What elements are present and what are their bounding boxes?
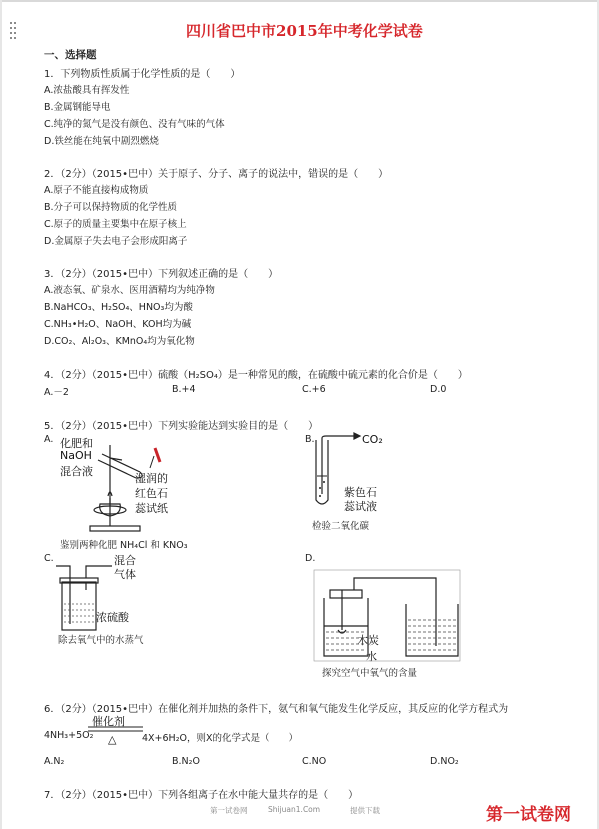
figure-b-letter: B. — [305, 434, 315, 445]
question-6-option-d: D.NO₂ — [430, 756, 459, 767]
footer-left: 第一试卷网 — [210, 806, 248, 815]
question-1-option-b: B.金属钢能导电 — [44, 102, 111, 113]
question-4-option-d: D.0 — [430, 384, 447, 395]
figure-c-label: 气体 — [114, 568, 136, 581]
question-2-option-a: A.原子不能直接构成物质 — [44, 185, 149, 196]
page-left-border — [0, 0, 2, 829]
figure-d-caption: 探究空气中氧气的含量 — [322, 668, 418, 679]
figure-a-label: NaOH — [60, 449, 92, 462]
site-logo[interactable]: 第一试卷网 — [486, 805, 571, 825]
question-6-option-a: A.N₂ — [44, 756, 65, 767]
figure-b-caption: 检验二氧化碳 — [312, 521, 370, 532]
question-3-option-b: B.NaHCO₃、H₂SO₄、HNO₃均为酸 — [44, 302, 193, 313]
figure-b-test-tube-icon — [308, 430, 368, 510]
question-2-option-c: C.原子的质量主要集中在原子核上 — [44, 219, 187, 230]
question-2-option-b: B.分子可以保持物质的化学性质 — [44, 202, 178, 213]
equation-right: 4X+6H₂O，则X的化学式是（ ） — [142, 733, 298, 744]
equation-catalyst: 催化剂 — [92, 715, 125, 728]
figure-c-label: 浓硫酸 — [96, 611, 129, 624]
figure-a-label: 湿润的 — [135, 472, 168, 485]
page-top-border — [0, 0, 599, 2]
figure-d-letter: D. — [305, 553, 316, 564]
figure-c-label: 混合 — [114, 554, 136, 567]
figure-d-label: 水 — [366, 650, 377, 663]
figure-d-apparatus-icon — [312, 568, 462, 663]
question-4-option-b: B.+4 — [172, 384, 196, 395]
question-4-option-a: A.－2 — [44, 387, 69, 398]
question-6-stem: 6．（2分）（2015•巴中）在催化剂并加热的条件下，氨气和氧气能发生化学反应，其反应的化学方程式为 — [44, 704, 509, 715]
question-6-option-b: B.N₂O — [172, 756, 200, 767]
figure-a-label: 红色石 — [135, 487, 168, 500]
figure-a-apparatus-icon — [80, 440, 170, 535]
question-3-option-a: A.液态氧、矿泉水、医用酒精均为纯净物 — [44, 285, 215, 296]
figure-a-label: 混合液 — [60, 465, 93, 478]
footer-mid: Shijuan1.Com — [268, 805, 321, 814]
figure-a-label: 蕊试纸 — [135, 502, 168, 515]
figure-d-label: 木炭 — [357, 634, 379, 647]
equation-left: 4NH₃+5O₂ — [44, 730, 94, 741]
figure-b-label: CO₂ — [362, 433, 383, 446]
figure-a-label: 化肥和 — [60, 437, 93, 450]
figure-c-letter: C. — [44, 553, 54, 564]
footer-right: 提供下载 — [350, 806, 380, 815]
figure-c-caption: 除去氧气中的水蒸气 — [58, 635, 144, 646]
question-3-stem: 3．（2分）（2015•巴中）下列叙述正确的是（ ） — [44, 269, 279, 280]
question-3-option-c: C.NH₃•H₂O、NaOH、KOH均为碱 — [44, 319, 192, 330]
section-heading: 一、选择题 — [44, 49, 97, 61]
question-2-option-d: D.金属原子失去电子会形成阳离子 — [44, 236, 188, 247]
equation-heat: △ — [108, 733, 117, 746]
question-2-stem: 2．（2分）（2015•巴中）关于原子、分子、离子的说法中，错误的是（ ） — [44, 169, 389, 180]
drag-handle-icon[interactable] — [10, 22, 18, 42]
question-7-stem: 7．（2分）（2015•巴中）下列各组离子在水中能大量共存的是（ ） — [44, 790, 359, 801]
figure-c-wash-bottle-icon — [56, 560, 116, 635]
page-title: 四川省巴中市2015年中考化学试卷 — [186, 22, 423, 40]
question-3-option-d: D.CO₂、Al₂O₃、KMnO₄均为氧化物 — [44, 336, 195, 347]
question-5-stem: 5．（2分）（2015•巴中）下列实验能达到实验目的是（ ） — [44, 421, 319, 432]
figure-b-label: 蕊试液 — [344, 500, 377, 513]
question-1-stem: 1．下列物质性质属于化学性质的是（ ） — [44, 69, 241, 80]
question-1-option-d: D.铁丝能在纯氧中剧烈燃烧 — [44, 136, 159, 147]
question-4-option-c: C.+6 — [302, 384, 326, 395]
figure-a-caption: 鉴别两种化肥 NH₄Cl 和 KNO₃ — [60, 540, 188, 551]
figure-b-label: 紫色石 — [344, 486, 377, 499]
question-1-option-c: C.纯净的氮气是没有颜色、没有气味的气体 — [44, 119, 225, 130]
equation-equals-sign-icon — [88, 726, 143, 732]
question-4-stem: 4．（2分）（2015•巴中）硫酸（H₂SO₄）是一种常见的酸，在硫酸中硫元素的化合价是（ ） — [44, 370, 468, 381]
figure-a-letter: A. — [44, 434, 54, 445]
question-1-option-a: A.浓盐酸具有挥发性 — [44, 85, 130, 96]
question-6-option-c: C.NO — [302, 756, 327, 767]
